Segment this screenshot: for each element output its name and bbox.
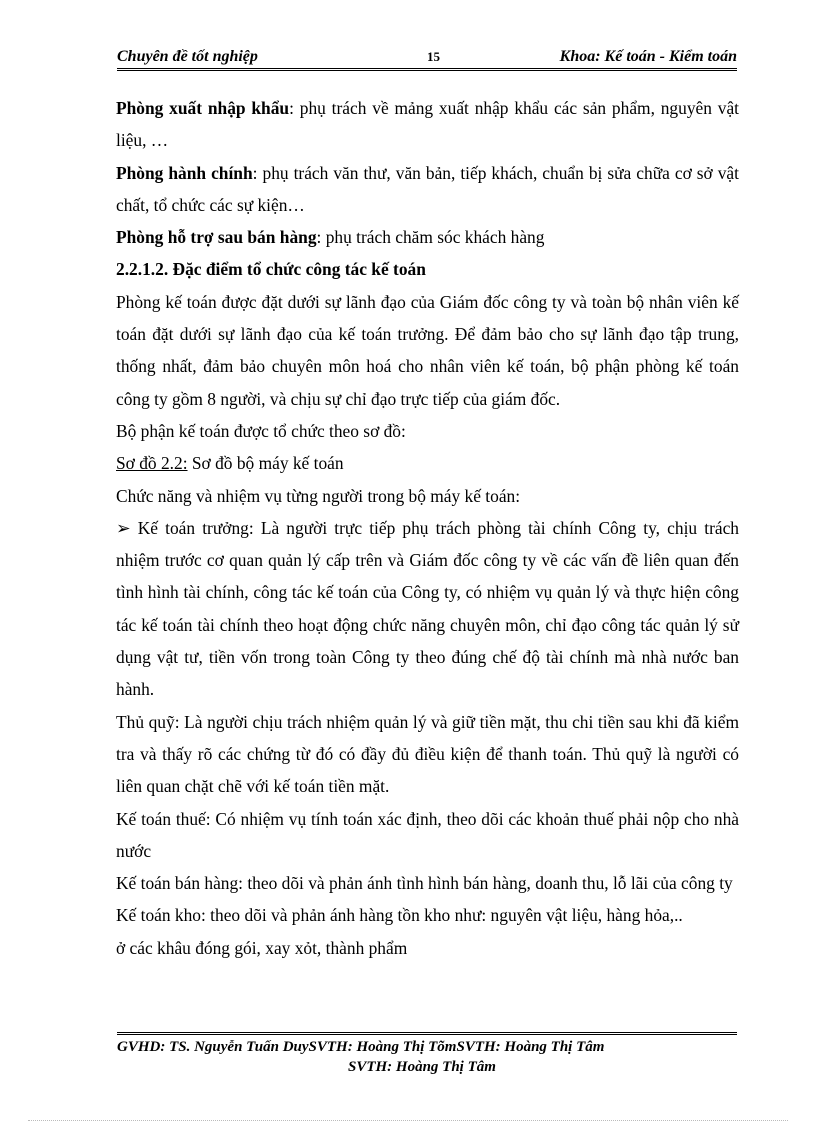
document-body xyxy=(116,92,739,964)
paragraph-roles-intro: Chức năng và nhiệm vụ từng người trong bộ máy kế toán: xyxy=(116,485,521,506)
page-number: 15 xyxy=(427,49,440,64)
paragraph-tax-accountant: Kế toán thuế: Có nhiệm vụ tính toán xác định, theo dõi các khoản thuế phải nộp cho nhà nước xyxy=(116,808,739,861)
paragraph-packaging-stages: ở các khâu đóng gói, xay xỏt, thành phẩm xyxy=(116,937,408,958)
paragraph-accounting-dept: Phòng kế toán được đặt dưới sự lãnh đạo của Giám đốc công ty và toàn bộ nhân viên kế toán đặt dưới sự lãnh đạo của kế toán trưởng. Để đảm bảo cho sự lãnh đạo tập trung, thống nhất, đảm bảo chuyên môn hoá cho nhân viên kế toán, bộ phận phòng kế toán công ty gồm 8 người, và chịu sự chỉ đạo trực tiếp của giám đốc. xyxy=(116,291,739,409)
footer-supervisor-line: GVHD: TS. Nguyễn Tuấn DuySVTH: Hoàng Thị TõmSVTH: Hoàng Thị Tâm xyxy=(117,1039,605,1055)
arrow-bullet-icon: ➢ xyxy=(116,517,131,538)
dept-text-administration: : phụ trách văn thư, văn bản, tiếp khách, chuẩn bị sửa chữa cơ sở vật chất, tổ chức các sự kiện… xyxy=(116,162,739,215)
footer-divider xyxy=(117,1032,737,1035)
page-bottom-border xyxy=(28,1120,788,1121)
paragraph-import-export xyxy=(116,92,739,157)
dept-label-after-sales: Phòng hỗ trợ sau bán hàng xyxy=(116,227,317,248)
paragraph-chief-accountant xyxy=(116,512,739,706)
paragraph-after-sales xyxy=(116,221,739,253)
paragraph-treasurer: Thủ quỹ: Là người chịu trách nhiệm quản lý và giữ tiền mặt, thu chi tiền sau khi đã kiểm tra và thấy rõ các chứng từ đó có đầy đủ điều kiện để thanh toán. Thủ quỹ là người có liên quan chặt chẽ với kế toán tiền mặt. xyxy=(116,711,739,797)
dept-text-after-sales: : phụ trách chăm sóc khách hàng xyxy=(316,227,545,248)
section-heading: 2.2.1.2. Đặc điểm tổ chức công tác kế toán xyxy=(116,259,426,280)
dept-text-import-export: : phụ trách về mảng xuất nhập khẩu các sản phẩm, nguyên vật liệu, … xyxy=(116,98,739,151)
paragraph-sales-accountant: Kế toán bán hàng: theo dõi và phản ánh tình hình bán hàng, doanh thu, lỗ lãi của công ty xyxy=(116,873,733,894)
page-header xyxy=(117,47,737,69)
dept-label-administration: Phòng hành chính xyxy=(116,162,253,183)
paragraph-administration xyxy=(116,157,739,222)
diagram-reference xyxy=(116,447,739,479)
header-divider xyxy=(117,68,737,71)
footer-student-line: SVTH: Hoàng Thị Tâm xyxy=(348,1059,496,1075)
diagram-ref-label: Sơ đồ 2.2: xyxy=(116,453,188,474)
chief-accountant-text: Kế toán trưởng: Là người trực tiếp phụ trách phòng tài chính Công ty, chịu trách nhiệm trước cơ quan quản lý cấp trên và Giám đốc công ty về các vấn đề liên quan đến tình hình tài chính, công tác kế toán của Công ty, có nhiệm vụ quản lý và thực hiện công tác kế toán tài chính theo hoạt động chức năng chuyên môn, chỉ đạo công tác quản lý sử dụng vật tư, tiền vốn trong toàn Công ty theo đúng chế độ tài chính mà nhà nước ban hành. xyxy=(116,517,739,700)
diagram-ref-text: Sơ đồ bộ máy kế toán xyxy=(187,453,344,474)
header-faculty: Khoa: Kế toán - Kiểm toán xyxy=(559,48,737,65)
page-footer xyxy=(117,1037,737,1077)
paragraph-warehouse-accountant: Kế toán kho: theo dõi và phản ánh hàng tồn kho như: nguyên vật liệu, hàng hỏa,.. xyxy=(116,905,683,926)
paragraph-org-chart-intro: Bộ phận kế toán được tổ chức theo sơ đồ: xyxy=(116,420,406,441)
dept-label-import-export: Phòng xuất nhập khẩu xyxy=(116,98,290,118)
header-thesis-title: Chuyên đề tốt nghiệp xyxy=(117,48,258,65)
